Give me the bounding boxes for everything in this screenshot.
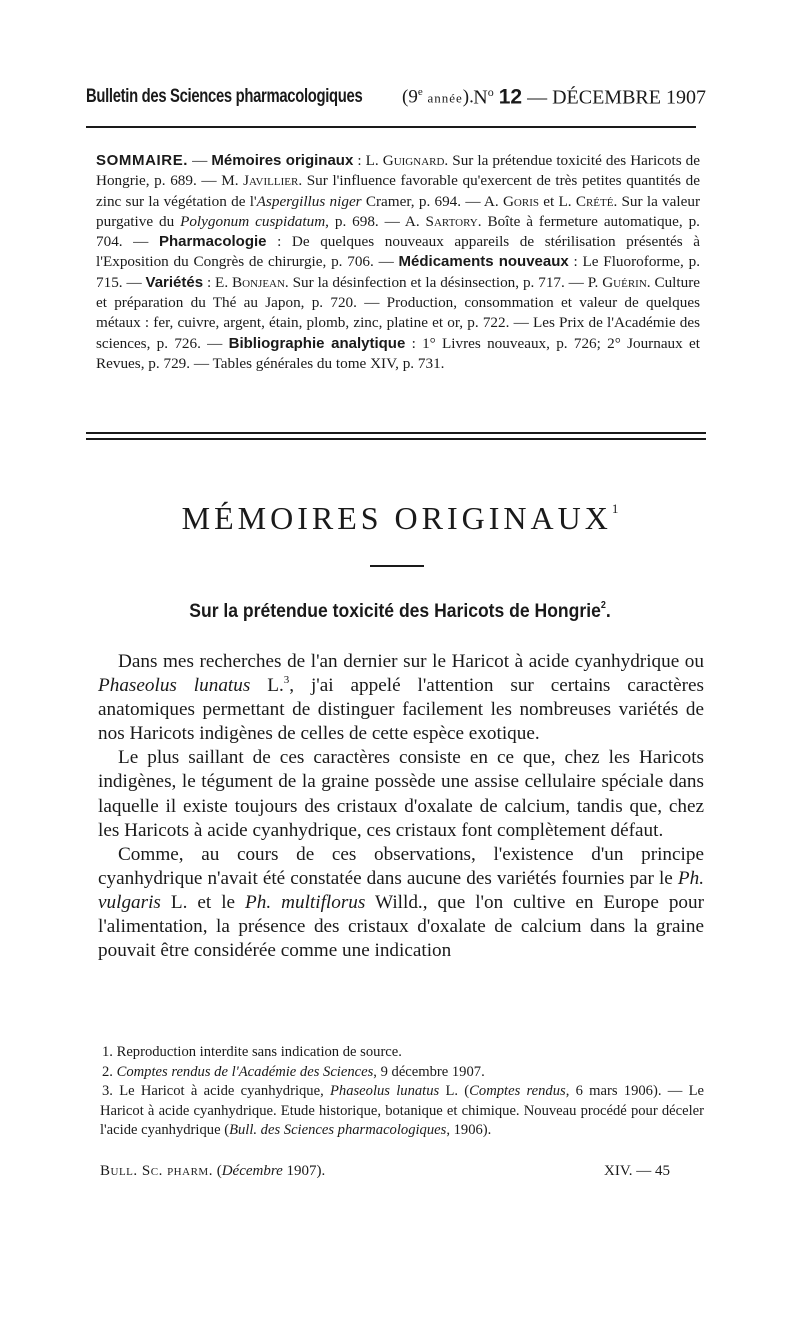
title-rule [370,565,424,567]
paragraph: Le plus saillant de ces caractères consiste en ce que, chez les Haricots indigènes, le tégument de la graine possède une assise cellulaire spéciale dans laquelle il existe toujours des cristaux d'oxalate de calcium, tandis que, chez les Haricots à acide cyanhydrique, ces cristaux font complètement défaut. [98,747,704,841]
toc-section: Variétés [145,273,204,291]
footnote: 1. Reproduction interdite sans indication de source. [102,1044,402,1060]
footnote-ref: 3 [283,674,290,687]
paragraph: Comme, au cours de ces observations, l'existence d'un principe cyanhydrique n'avait été constatée dans aucune des variétés fournies par le Ph. vulgaris L. et le Ph. multiflorus Willd., que l'on cultive en Europe pour l'alimentation, la présence des cristaux d'oxalate de calcium dans la graine pouvait être considérée comme une indication [98,843,704,962]
section-title: MÉMOIRES ORIGINAUX$^1$ [181,500,619,536]
table-of-contents: SOMMAIRE. — Mémoires originaux : L. Guignard. Sur la prétendue toxicité des Haricots de Hongrie, p. 689. — M. Javillier. Sur l'influence favorable qu'exercent de très petites quantités de zinc sur la végétation de l'Aspergillus niger Cramer, p. 694. — A. Goris et L. Crété. Sur la valeur purgative du Polygonum cuspidatum, p. 698. — A. Sartory. Boîte à fermeture automatique, p. 704. — Pharmacologie : De quelques nouveaux appareils de stérilisation présentés à l'Exposition du Congrès de chirurgie, p. 706. — Médicaments nouveaux : Le Fluoroforme, p. 715. — Variétés : E. Bonjean. Sur la désinfection et la désinsection, p. 717. — P. Guérin. Culture et préparation du Thé au Japon, p. 720. — Production, consommation et valeur de quelques métaux : fer, cuivre, argent, étain, plomb, zinc, platine et or, p. 722. — Les Prix de l'Académie des sciences, p. 726. — Bibliographie analytique : 1° Livres nouveaux, p. 726; 2° Journaux et Revues, p. 729. — Tables générales du tome XIV, p. 731. [96,152,701,372]
footnote: 3. Le Haricot à acide cyanhydrique, Phaseolus lunatus L. (Comptes rendus, 6 mars 1906). — Le Haricot à acide cyanhydrique. Etude historique, botanique et chimique. Nouveau procédé pour déceler l'acide cyanhydrique (Bull. des Sciences pharmacologiques, 1906). [100,1083,704,1139]
double-divider [86,432,706,440]
footnotes [100,1043,704,1141]
page-number: XIV. — 45 [604,1163,670,1179]
toc-section: Pharmacologie [158,233,267,251]
footnote-ref: 1 [611,501,619,516]
footer-citation: Bull. Sc. pharm. (Décembre 1907). [100,1163,326,1179]
header-rule [86,126,696,128]
issue-number: $N^o$ 12 — DÉCEMBRE 1907 [473,85,706,109]
footnote: 2. Comptes rendus de l'Académie des Sciences, 9 décembre 1907. [102,1063,485,1080]
toc-section: Médicaments nouveaux [398,253,569,271]
article-title: Sur la prétendue toxicité des Haricots de Hongrie$^2$. [189,600,611,622]
paragraph: Dans mes recherches de l'an dernier sur le Haricot à acide cyanhydrique ou Phaseolus lunatus L.$^3$, j'ai appelé l'attention sur certains caractères anatomiques permettant de distinguer facilement les nombreuses variétés de nos Haricots indigènes de celles de cette espèce exotique. [98,651,704,745]
running-header [86,84,706,116]
journal-year: (9e année). [402,86,474,108]
article-body [98,650,704,963]
journal-name: Bulletin des Sciences pharmacologiques [86,86,363,107]
footnote-ref: 2 [600,600,606,611]
toc-section: Mémoires originaux [211,152,354,169]
toc-section: Bibliographie analytique [228,334,406,352]
